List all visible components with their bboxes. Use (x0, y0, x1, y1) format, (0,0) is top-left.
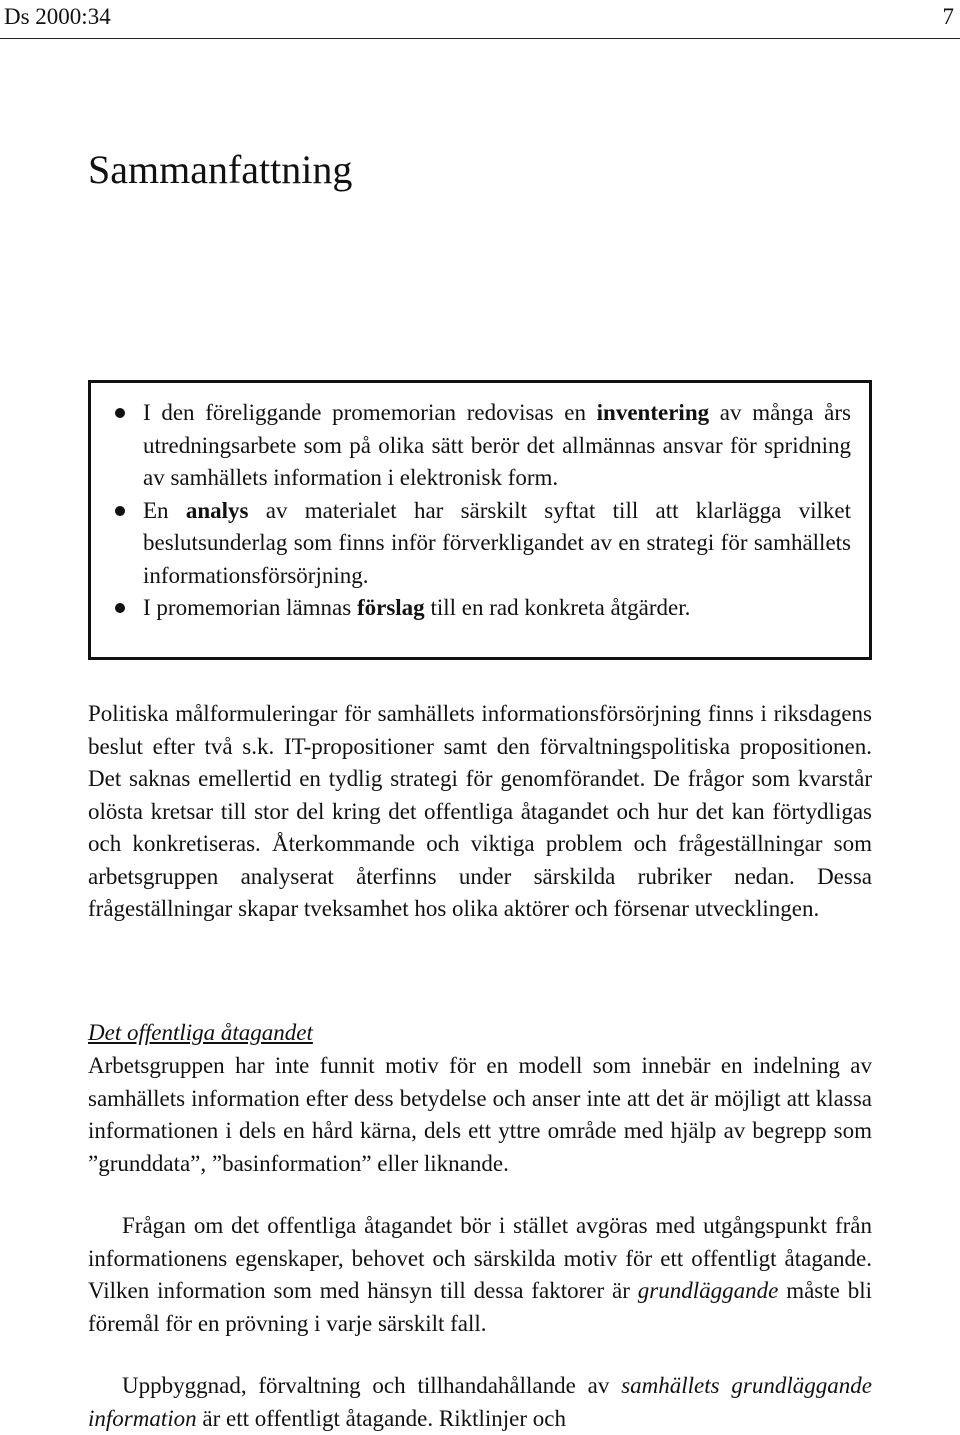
section-heading: Det offentliga åtagandet (88, 1020, 313, 1045)
bullet-icon (115, 408, 125, 418)
document-id: Ds 2000:34 (4, 4, 111, 29)
summary-item-analys: En analys av materialet har särskilt syftat till att klarlägga vilket beslutsunderlag som finns inför förverkligandet av en strategi för samhällets informationsförsörjning. (109, 495, 851, 593)
bullet-icon (115, 506, 125, 516)
page-number: 7 (942, 4, 954, 29)
bullet-icon (115, 603, 125, 613)
summary-item-forslag: I promemorian lämnas förslag till en rad konkreta åtgärder. (109, 592, 851, 625)
summary-list (109, 397, 851, 625)
section-paragraph-1: Arbetsgruppen har inte funnit motiv för en modell som innebär en indelning av samhällets information efter dess betydelse och anser inte att det är möjligt att klassa informationen i dels en hård kärna, dels ett yttre område med hjälp av begrepp som ”grunddata”, ”basinformation” eller liknande. (88, 1053, 872, 1176)
page-title: Sammanfattning (88, 147, 353, 192)
summary-box (88, 380, 872, 660)
page-header (0, 0, 960, 39)
summary-item-inventering: I den föreliggande promemorian redovisas en inventering av många års utredningsarbete som på olika sätt berör det allmännas ansvar för spridning av samhällets information i elektronisk form. (109, 397, 851, 495)
section-paragraph-2: Frågan om det offentliga åtagandet bör i stället avgöras med utgångspunkt från informationens egenskaper, behovet och särskilda motiv för ett offentligt åtagande. Vilken information som med hänsyn till dessa faktorer är grundläggande måste bli föremål för en prövning i varje särskilt fall. (88, 1213, 872, 1336)
section-paragraph-3: Uppbyggnad, förvaltning och tillhandahållande av samhällets grundläggande information är ett offentligt åtagande. Riktlinjer och (88, 1373, 872, 1431)
intro-paragraph: Politiska målformuleringar för samhällets informationsförsörjning finns i riksdagens beslut efter två s.k. IT-propositioner samt den förvaltningspolitiska propositionen. Det saknas emellertid en tydlig strategi för genomförandet. De frågor som kvarstår olösta kretsar till stor del kring det offentliga åtagandet och hur det kan förtydligas och konkretiseras. Återkommande och viktiga problem och frågeställningar som arbetsgruppen analyserat återfinns under särskilda rubriker nedan. Dessa frågeställningar skapar tveksamhet hos olika aktörer och försenar utvecklingen. (88, 701, 872, 921)
